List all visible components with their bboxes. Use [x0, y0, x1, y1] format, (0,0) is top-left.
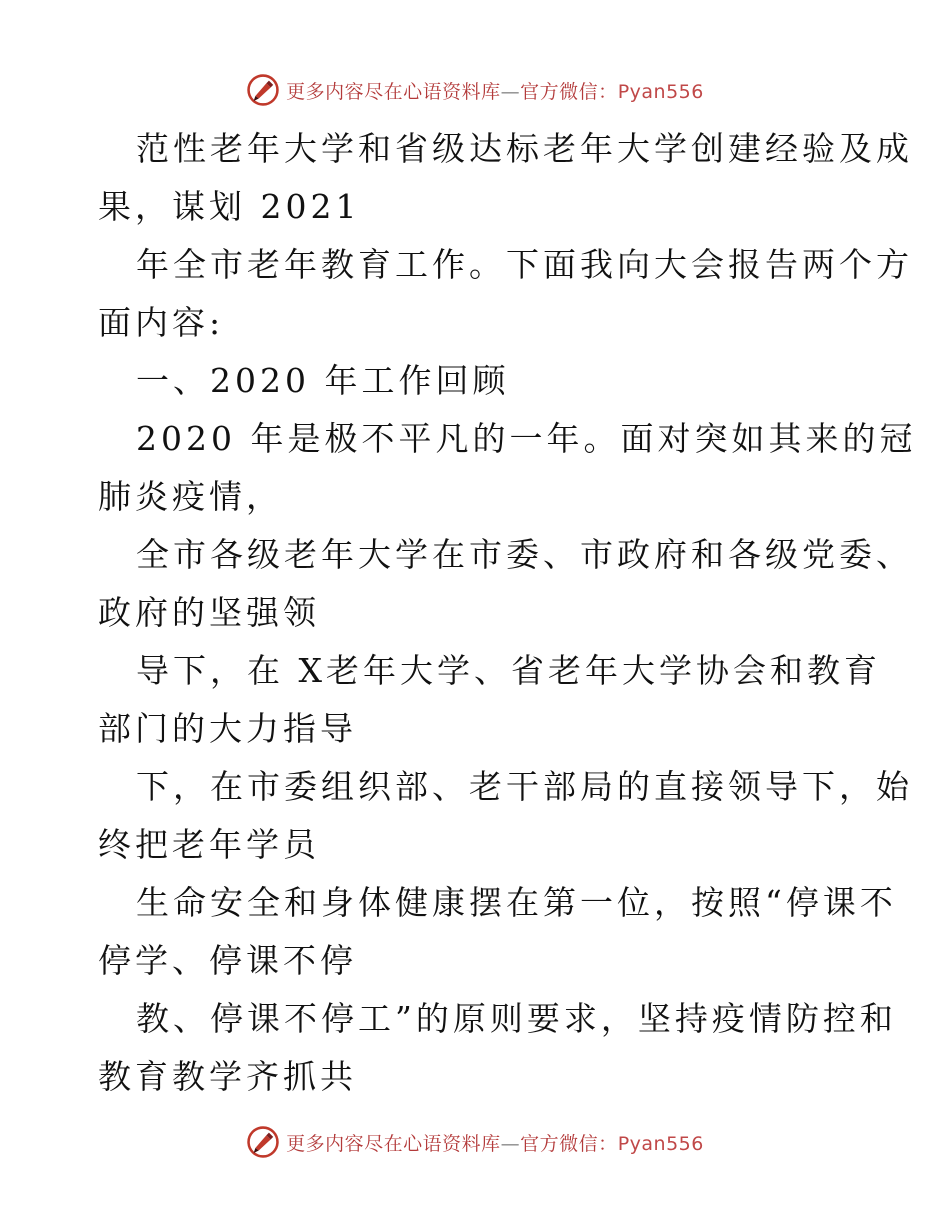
- watermark-suffix: 官方微信：: [520, 1132, 618, 1155]
- paragraph-line: 生命安全和身体健康摆在第一位，按照“停课不: [136, 883, 897, 922]
- watermark-separator: —: [500, 80, 521, 103]
- watermark-separator: —: [500, 1132, 521, 1155]
- paragraph-line: 下，在市委组织部、老干部局的直接领导下，始: [136, 767, 913, 806]
- watermark-suffix: 官方微信：: [520, 80, 618, 103]
- paragraph-line: 肺炎疫情，: [98, 477, 283, 516]
- watermark-text: 更多内容尽在心语资料库: [286, 80, 501, 103]
- pen-logo-icon: [246, 73, 280, 107]
- watermark-wechat-id: Pyan556: [617, 1132, 704, 1155]
- paragraph-line: 2020 年是极不平凡的一年。面对突如其来的冠: [136, 419, 917, 458]
- watermark-text: 更多内容尽在心语资料库: [286, 1132, 501, 1155]
- paragraph-line: 教育教学齐抓共: [98, 1057, 357, 1096]
- paragraph-line: 年全市老年教育工作。下面我向大会报告两个方: [136, 245, 913, 284]
- footer-watermark: [0, 1122, 950, 1162]
- paragraph-line: 终把老年学员: [98, 825, 320, 864]
- header-watermark: [0, 70, 950, 110]
- paragraph-line: 范性老年大学和省级达标老年大学创建经验及成: [136, 129, 913, 168]
- document-body: [98, 120, 917, 1106]
- paragraph-line: 果，谋划 2021: [98, 187, 361, 226]
- pen-logo-icon: [246, 1125, 280, 1159]
- paragraph-line: 全市各级老年大学在市委、市政府和各级党委、: [136, 535, 913, 574]
- paragraph-line: 部门的大力指导: [98, 709, 357, 748]
- section-heading: 一、2020 年工作回顾: [136, 361, 510, 400]
- paragraph-line: 导下，在 X老年大学、省老年大学协会和教育: [136, 651, 881, 690]
- paragraph-line: 教、停课不停工”的原则要求，坚持疫情防控和: [136, 999, 897, 1038]
- watermark-wechat-id: Pyan556: [617, 80, 704, 103]
- paragraph-line: 面内容:: [98, 303, 225, 342]
- paragraph-line: 停学、停课不停: [98, 941, 357, 980]
- paragraph-line: 政府的坚强领: [98, 593, 320, 632]
